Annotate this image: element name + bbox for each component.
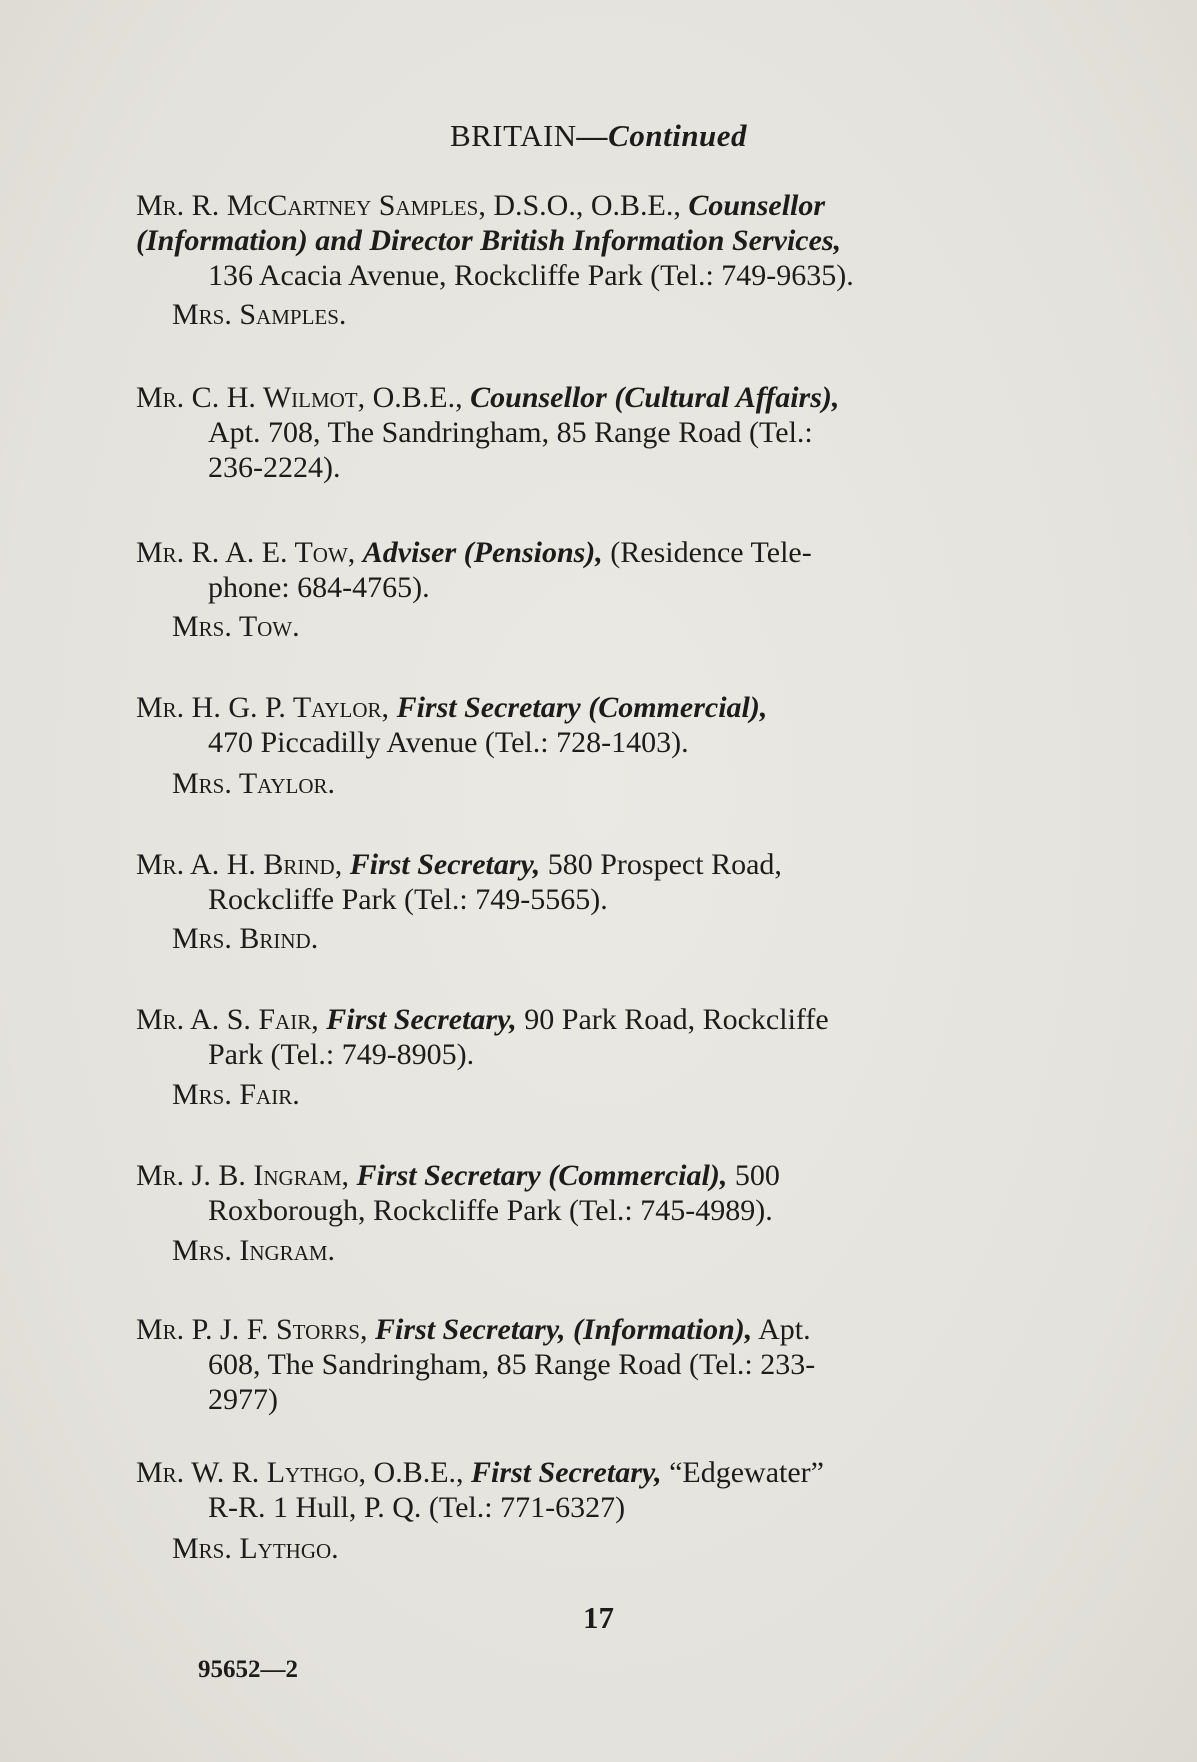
entry-line (136, 1002, 1051, 1037)
entry-address: R-R. 1 Hull, P. Q. (Tel.: 771-6327) (208, 1491, 626, 1524)
entry-name: Mr. J. B. Ingram, (136, 1159, 357, 1192)
entry-name: Mr. W. R. Lythgo, O.B.E., (136, 1456, 472, 1489)
spouse-lythgo: Mrs. Lythgo. (172, 1532, 339, 1565)
entry-address: 500 (727, 1159, 780, 1192)
spouse-brind: Mrs. Brind. (172, 922, 319, 955)
header-continued: —Continued (576, 118, 748, 153)
entry-line (136, 690, 1051, 725)
entry-line (136, 188, 1051, 223)
entry-role: Counsellor (688, 189, 826, 222)
spouse-fair: Mrs. Fair. (172, 1078, 300, 1111)
entry-role: First Secretary, (Information), (375, 1313, 753, 1346)
entry-address: (Residence Tele- (602, 536, 812, 569)
entry-samples (136, 188, 1051, 293)
entry-address: 470 Piccadilly Avenue (Tel.: 728-1403). (208, 726, 689, 759)
entry-line (136, 1312, 1051, 1347)
entry-ingram (136, 1158, 1051, 1228)
spouse-tow: Mrs. Tow. (172, 610, 300, 643)
entry-role: First Secretary (Commercial), (396, 691, 768, 724)
entry-name: Mr. P. J. F. Storrs, (136, 1313, 375, 1346)
entry-role: First Secretary, (349, 848, 541, 881)
entry-name: Mr. A. H. Brind, (136, 848, 350, 881)
entry-line (136, 847, 1051, 882)
entry-brind (136, 847, 1051, 917)
entry-address: 136 Acacia Avenue, Rockcliffe Park (Tel.: 749-9635). (208, 259, 854, 292)
entry-role: Counsellor (Cultural Affairs), (470, 381, 840, 414)
entry-name: Mr. A. S. Fair, (136, 1003, 327, 1036)
page-number: 17 (583, 1600, 614, 1635)
entry-fair (136, 1002, 1051, 1072)
entry-line (136, 1455, 1051, 1490)
header-country: BRITAIN (449, 118, 577, 153)
entry-address: Apt. (752, 1313, 811, 1346)
spouse-samples: Mrs. Samples. (172, 298, 347, 331)
entry-address: Apt. 708, The Sandringham, 85 Range Road (Tel.: (208, 416, 813, 449)
entry-name: Mr. C. H. Wilmot, O.B.E., (136, 381, 471, 414)
entry-line (136, 380, 1051, 415)
entry-wilmot (136, 380, 1051, 485)
entry-address: Park (Tel.: 749-8905). (208, 1038, 475, 1071)
entry-role: First Secretary, (326, 1003, 517, 1036)
entry-lythgo (136, 1455, 1051, 1525)
entry-storrs (136, 1312, 1051, 1417)
print-code: 95652—2 (198, 1656, 298, 1683)
entry-name: Mr. R. McCartney Samples, D.S.O., O.B.E., (136, 189, 689, 222)
entry-line (136, 535, 1051, 570)
entry-address: Rockcliffe Park (Tel.: 749-5565). (208, 883, 608, 916)
entry-address: “Edgewater” (661, 1456, 824, 1489)
spouse-ingram: Mrs. Ingram. (172, 1234, 336, 1267)
entry-address: phone: 684-4765). (208, 571, 430, 604)
entry-address: 2977) (208, 1383, 278, 1416)
entry-tow (136, 535, 1051, 605)
entry-name: Mr. R. A. E. Tow, (136, 536, 363, 569)
entry-address: 90 Park Road, Rockcliffe (516, 1003, 829, 1036)
entry-role: First Secretary (Commercial), (356, 1159, 728, 1192)
spouse-taylor: Mrs. Taylor. (172, 767, 336, 800)
page-header (0, 118, 1197, 154)
entry-address: 580 Prospect Road, (540, 848, 782, 881)
entry-address: 608, The Sandringham, 85 Range Road (Tel.: 233- (208, 1348, 816, 1381)
entry-role: Adviser (Pensions), (362, 536, 603, 569)
entry-role: First Secretary, (471, 1456, 662, 1489)
entry-role: (Information) and Director British Information Services, (136, 224, 842, 257)
entry-line (136, 1158, 1051, 1193)
entry-address: 236-2224). (208, 451, 341, 484)
entry-address: Roxborough, Rockcliffe Park (Tel.: 745-4989). (208, 1194, 773, 1227)
entry-taylor (136, 690, 1051, 760)
entry-name: Mr. H. G. P. Taylor, (136, 691, 397, 724)
